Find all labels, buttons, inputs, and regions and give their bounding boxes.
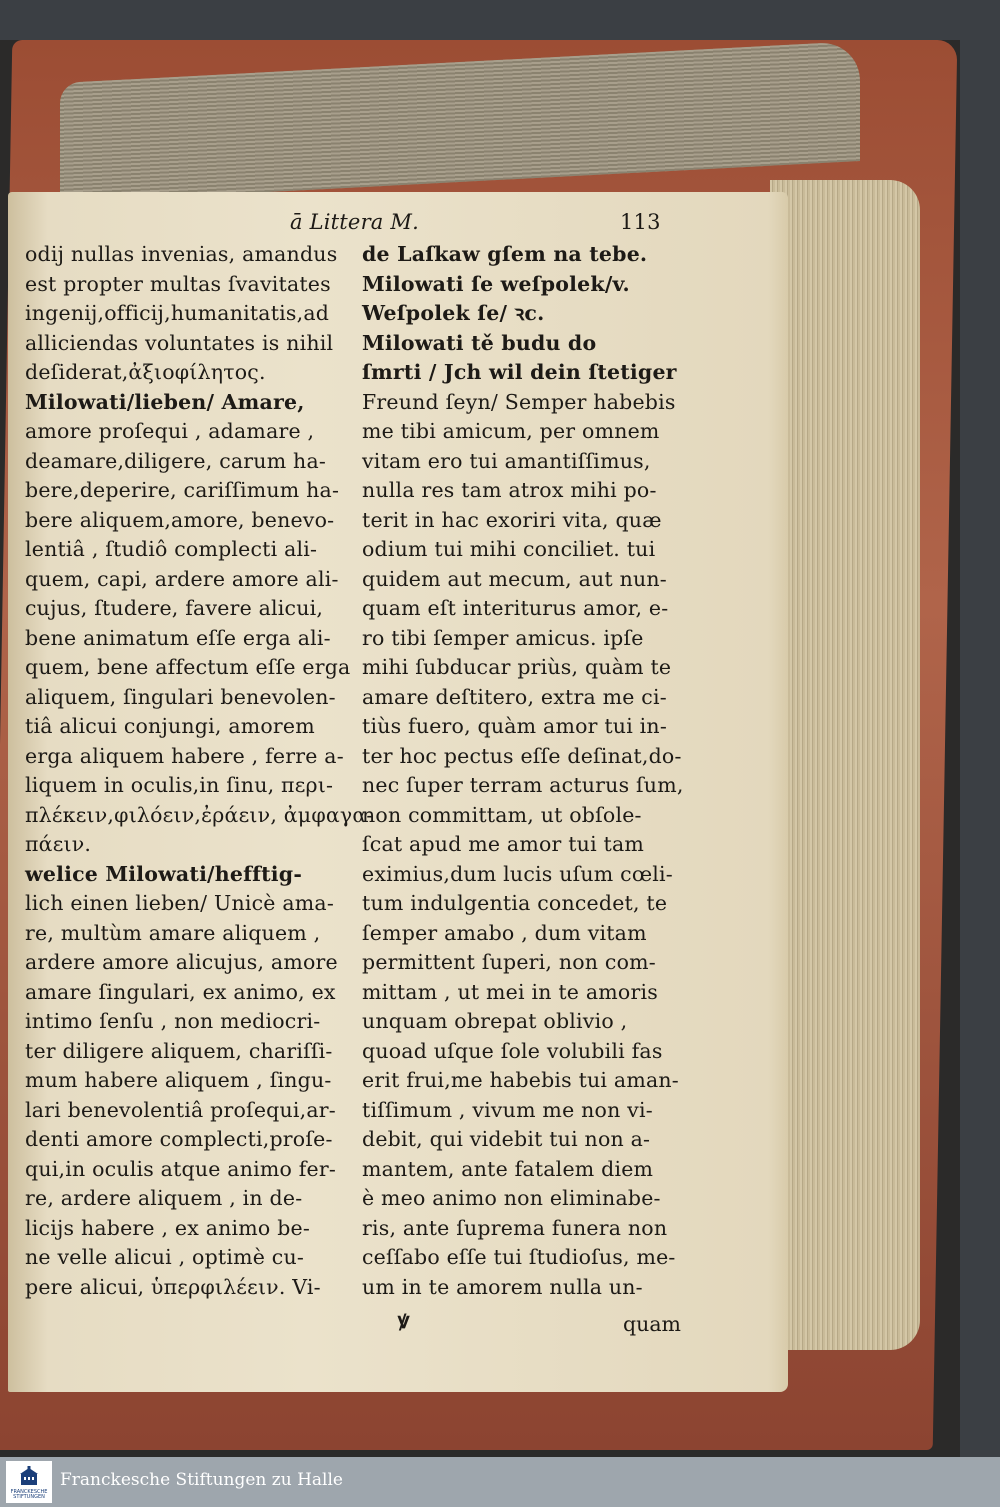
entry-heading-line: Milowati tě budu do: [362, 330, 597, 355]
text-line: eximius,dum lucis uſum cœli-: [362, 861, 673, 886]
text-line: bere aliquem,amore, benevo-: [25, 507, 335, 532]
text-line: erit frui,me habebis tui aman-: [362, 1068, 679, 1092]
text-line: re, ardere aliquem , in de-: [25, 1186, 303, 1210]
text-line: è meo animo non eliminabe-: [362, 1186, 661, 1210]
text-line: tiſſimum , vivum me non vi-: [362, 1097, 653, 1122]
text-line: alliciendas voluntates is nihil: [25, 330, 334, 355]
text-line: debit, qui videbit tui non a-: [362, 1127, 651, 1151]
text-line: Weſpolek ſe/ ꝛc.: [362, 301, 545, 325]
text-line: mantem, ante fatalem diem: [362, 1156, 654, 1181]
text-line: quoad uſque ſole volubili fas: [362, 1038, 663, 1063]
text-line: quidem aut mecum, aut nun-: [362, 566, 667, 591]
text-line: liquem in oculis,in ſinu, περι-: [25, 773, 334, 797]
text-line: quem, capi, ardere amore ali-: [25, 566, 339, 591]
text-line: lari benevolentiâ proſequi,ar-: [25, 1097, 336, 1122]
text-line: intimo ſenſu , non mediocri-: [25, 1009, 321, 1033]
text-line: re, multùm amare aliquem ,: [25, 920, 321, 945]
text-line: odij nullas invenias, amandus: [25, 242, 338, 266]
page-number: 113: [620, 210, 661, 234]
text-line: ne velle alicui , optimè cu-: [25, 1245, 305, 1269]
orphanage-building-icon: [19, 1466, 39, 1486]
text-line: erga aliquem habere , ferre a-: [25, 743, 344, 768]
text-line: permittent ſuperi, non com-: [362, 950, 656, 974]
text-line: amare deſtitero, extra me ci-: [362, 684, 667, 709]
text-line: ceſſabo eſſe tui ſtudioſus, me-: [362, 1245, 676, 1269]
text-line: lich einen lieben/ Unicè ama-: [25, 891, 334, 915]
text-line: deamare,diligere, carum ha-: [25, 448, 327, 473]
text-line: um in te amorem nulla un-: [362, 1274, 643, 1299]
text-line: tiâ alicui conjungi, amorem: [25, 714, 315, 738]
text-line: lentiâ , ſtudiô complecti ali-: [25, 537, 318, 561]
text-line: amare ſingulari, ex animo, ex: [25, 979, 336, 1004]
text-line: non committam, ut obſole-: [362, 802, 642, 827]
text-line: qui,in oculis atque animo fer-: [25, 1156, 337, 1181]
text-line: bere,deperire, cariſſimum ha-: [25, 478, 340, 502]
text-line: ro tibi ſemper amicus. ipſe: [362, 625, 644, 650]
text-line: tum indulgentia concedet, te: [362, 891, 668, 915]
text-line: ris, ante ſuprema funera non: [362, 1215, 668, 1240]
right-column: [362, 240, 692, 1302]
text-line: odium tui mihi conciliet. tui: [362, 537, 656, 561]
text-line: nec ſuper terram acturus ſum,: [362, 773, 684, 797]
text-line: ingenij,officij,humanitatis,ad: [25, 301, 330, 325]
logo-text: FRANCKESCHE STIFTUNGEN: [10, 1489, 48, 1500]
entry-heading-line: welice Milowati/hefftig-: [25, 861, 303, 886]
book-fore-edge: [770, 180, 920, 1350]
text-line: πάειν.: [25, 832, 92, 856]
text-line: vitam ero tui amantiſſimus,: [362, 448, 651, 473]
text-line: est propter multas ſvavitates: [25, 271, 331, 296]
text-line: Freund ſeyn/ Semper habebis: [362, 389, 676, 414]
text-line: tiùs fuero, quàm amor tui in-: [362, 714, 667, 738]
text-line: ter hoc pectus eſſe deſinat,do-: [362, 743, 682, 768]
left-column: [25, 240, 374, 1302]
entry-heading-line: Milowati/lieben/ Amare,: [25, 389, 305, 414]
text-line: quem, bene affectum eſſe erga: [25, 655, 351, 679]
text-line: amore proſequi , adamare ,: [25, 419, 315, 443]
text-line: me tibi amicum, per omnem: [362, 419, 660, 443]
text-line: ſemper amabo , dum vitam: [362, 920, 647, 945]
text-line: ſcat apud me amor tui tam: [362, 832, 645, 856]
text-line: denti amore complecti,proſe-: [25, 1127, 333, 1151]
entry-heading-line: Milowati ſe weſpolek/v.: [362, 271, 630, 296]
signature-mark: ꝟ: [398, 1308, 410, 1334]
text-line: ter diligere aliquem, chariſſi-: [25, 1038, 333, 1063]
text-line: pere alicui, ὑπερφιλέειν. Vi-: [25, 1274, 321, 1299]
text-line: nulla res tam atrox mihi po-: [362, 478, 657, 502]
text-line: de Laſkaw gſem na tebe.: [362, 242, 648, 266]
running-header: ā Littera M.: [290, 210, 419, 234]
text-line: mittam , ut mei in te amoris: [362, 979, 658, 1004]
text-line: πλέκειν,φιλόειν,ἐράειν, ἀμφαγα-: [25, 802, 374, 827]
text-line: terit in hac exoriri vita, quæ: [362, 507, 662, 532]
text-line: bene animatum eſſe erga ali-: [25, 625, 331, 650]
text-line: unquam obrepat oblivio ,: [362, 1009, 628, 1033]
text-line: deſiderat,ἀξιοφίλητος.: [25, 360, 266, 384]
text-line: ſmrti / Jch wil dein ſtetiger: [362, 360, 677, 384]
catchword: quam: [623, 1312, 681, 1336]
text-line: licijs habere , ex animo be-: [25, 1215, 310, 1240]
text-line: mum habere aliquem , ſingu-: [25, 1068, 332, 1092]
text-line: quam eſt interiturus amor, e-: [362, 596, 669, 620]
text-line: cujus, ſtudere, favere alicui,: [25, 596, 324, 620]
text-line: aliquem, ſingulari benevolen-: [25, 684, 336, 709]
text-line: ardere amore alicujus, amore: [25, 950, 338, 974]
institution-name[interactable]: Franckesche Stiftungen zu Halle: [60, 1470, 343, 1490]
text-line: mihi ſubducar priùs, quàm te: [362, 655, 672, 679]
